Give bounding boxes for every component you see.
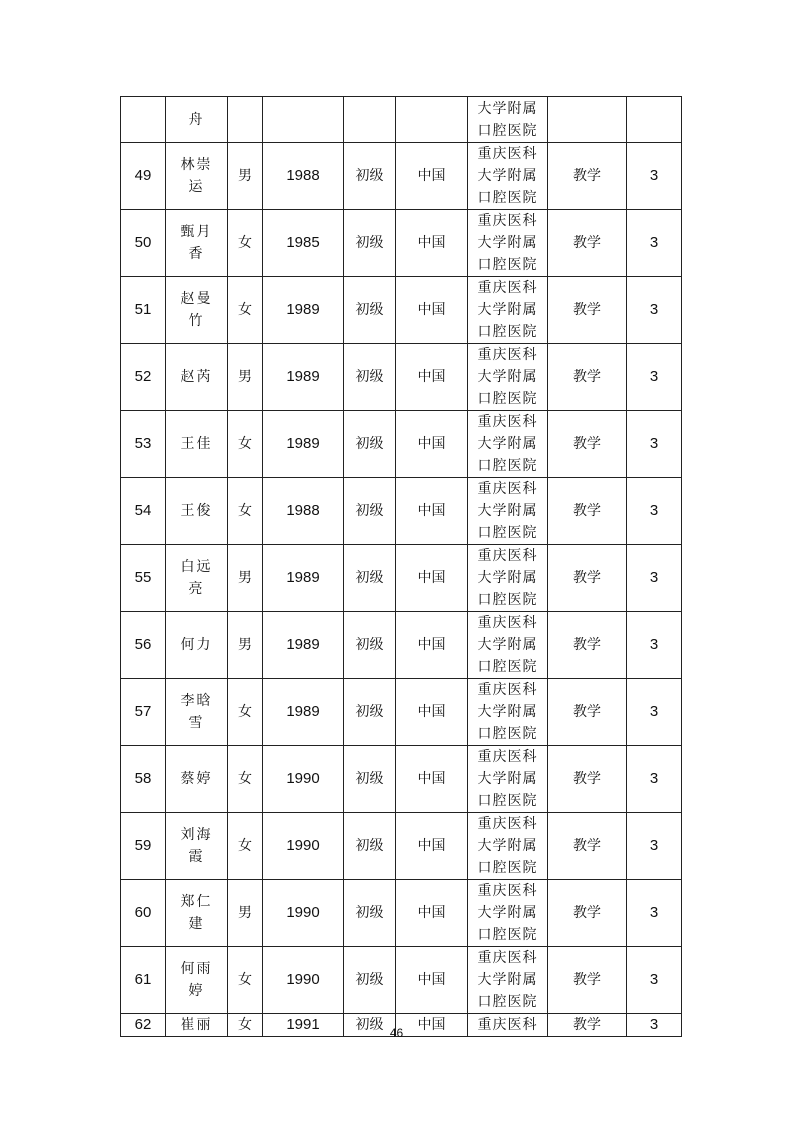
cell-work-text: 教学 (573, 369, 601, 385)
cell-no-text: 51 (134, 301, 152, 318)
cell-sex-text: 男 (238, 369, 252, 385)
cell-work-text: 教学 (573, 168, 601, 184)
cell-no-text: 50 (134, 234, 152, 251)
cell-year (263, 344, 344, 411)
cell-no (121, 545, 166, 612)
cell-sex (228, 210, 263, 277)
cell-work (548, 97, 627, 143)
cell-year (263, 478, 344, 545)
cell-count-text: 3 (649, 1016, 659, 1033)
cell-count (627, 612, 682, 679)
table-row (121, 612, 682, 679)
cell-level (344, 478, 396, 545)
cell-work (548, 612, 627, 679)
cell-name-text: 李晗雪 (180, 693, 213, 731)
cell-name-text: 王佳 (180, 436, 213, 452)
institution-line: 口腔医院 (477, 994, 538, 1010)
cell-no-text: 58 (134, 770, 152, 787)
cell-institution (468, 277, 548, 344)
cell-country-text: 中国 (417, 1017, 446, 1033)
cell-work (548, 411, 627, 478)
table-row (121, 545, 682, 612)
cell-no (121, 612, 166, 679)
table-row-continued (121, 97, 682, 143)
institution-line: 大学附属 (477, 637, 538, 653)
cell-country (396, 612, 468, 679)
institution-line: 大学附属 (477, 100, 538, 117)
cell-institution (468, 411, 548, 478)
cell-no (121, 746, 166, 813)
institution-line: 口腔医院 (477, 458, 538, 474)
cell-year-text: 1990 (286, 904, 320, 921)
cell-institution (468, 679, 548, 746)
cell-work (548, 344, 627, 411)
institution-line: 重庆医科 (477, 481, 538, 497)
cell-country-text: 中国 (417, 905, 446, 921)
cell-count-text: 3 (649, 770, 659, 787)
cell-institution (468, 947, 548, 1014)
cell-count-text: 3 (649, 837, 659, 854)
institution-line: 重庆医科 (477, 615, 538, 631)
institution-line: 口腔医院 (477, 257, 538, 273)
cell-sex (228, 679, 263, 746)
page-number: 46 (389, 1026, 404, 1040)
cell-name (166, 612, 228, 679)
cell-institution (468, 746, 548, 813)
institution-line: 大学附属 (477, 369, 538, 385)
cell-country (396, 277, 468, 344)
cell-name (166, 679, 228, 746)
cell-no-text: 52 (134, 368, 152, 385)
cell-name-text: 王俊 (180, 503, 213, 519)
cell-name (166, 813, 228, 880)
cell-country-text: 中国 (417, 436, 446, 452)
cell-work (548, 679, 627, 746)
table-row (121, 746, 682, 813)
cell-count (627, 97, 682, 143)
cell-country (396, 344, 468, 411)
cell-sex (228, 612, 263, 679)
cell-sex (228, 344, 263, 411)
institution-line: 重庆医科 (477, 883, 538, 899)
table-row (121, 143, 682, 210)
cell-sex-text: 女 (238, 838, 252, 854)
institution-line: 口腔医院 (477, 793, 538, 809)
cell-country (396, 813, 468, 880)
cell-name (166, 277, 228, 344)
cell-year (263, 545, 344, 612)
cell-country (396, 746, 468, 813)
cell-level (344, 97, 396, 143)
cell-year (263, 679, 344, 746)
cell-name (166, 880, 228, 947)
cell-level-text: 初级 (355, 637, 384, 653)
cell-count (627, 947, 682, 1014)
cell-year (263, 97, 344, 143)
cell-country (396, 880, 468, 947)
cell-sex-text: 女 (238, 302, 252, 318)
cell-year (263, 210, 344, 277)
cell-work-text: 教学 (573, 972, 601, 988)
cell-level (344, 813, 396, 880)
cell-level (344, 411, 396, 478)
cell-level-text: 初级 (355, 771, 384, 787)
cell-country-text: 中国 (417, 838, 446, 854)
institution-line: 大学附属 (477, 503, 538, 519)
cell-work-text: 教学 (573, 771, 601, 787)
cell-work-text: 教学 (573, 503, 601, 519)
cell-work-text: 教学 (573, 838, 601, 854)
institution-line: 重庆医科 (477, 1017, 538, 1033)
cell-year (263, 411, 344, 478)
cell-count-text: 3 (649, 904, 659, 921)
institution-line: 大学附属 (477, 771, 538, 787)
institution-line: 口腔医院 (477, 659, 538, 675)
cell-country-text: 中国 (417, 972, 446, 988)
institution-line: 大学附属 (477, 168, 538, 184)
cell-sex-text: 男 (238, 905, 252, 921)
table-row (121, 210, 682, 277)
cell-level (344, 143, 396, 210)
cell-count (627, 277, 682, 344)
cell-name-text: 崔丽 (180, 1017, 213, 1033)
cell-institution (468, 612, 548, 679)
cell-sex-text: 女 (238, 503, 252, 519)
cell-level-text: 初级 (355, 838, 384, 854)
cell-name (166, 97, 228, 143)
cell-year-text: 1988 (286, 502, 320, 519)
cell-name (166, 344, 228, 411)
cell-no-text: 60 (134, 904, 152, 921)
cell-no-text: 53 (134, 435, 152, 452)
cell-sex-text: 女 (238, 972, 252, 988)
cell-level (344, 210, 396, 277)
cell-institution (468, 344, 548, 411)
institution-line: 重庆医科 (477, 146, 538, 162)
cell-year-text: 1989 (286, 368, 320, 385)
cell-country-text: 中国 (417, 369, 446, 385)
cell-country (396, 97, 468, 143)
cell-sex-text: 女 (238, 771, 252, 787)
cell-country-text: 中国 (417, 771, 446, 787)
cell-year (263, 947, 344, 1014)
cell-name (166, 746, 228, 813)
staff-table (120, 96, 682, 1037)
cell-count-text: 3 (649, 971, 659, 988)
table-row (121, 277, 682, 344)
cell-work (548, 947, 627, 1014)
institution-line: 大学附属 (477, 570, 538, 586)
cell-count-text: 3 (649, 167, 659, 184)
cell-year (263, 612, 344, 679)
cell-work-text: 教学 (573, 436, 601, 452)
institution-line: 重庆医科 (477, 213, 538, 229)
cell-year-text: 1990 (286, 837, 320, 854)
cell-no (121, 813, 166, 880)
cell-sex-text: 女 (238, 704, 252, 720)
institution-line: 重庆医科 (477, 816, 538, 832)
institution-line: 口腔医院 (477, 927, 538, 943)
cell-year (263, 277, 344, 344)
institution-line: 大学附属 (477, 972, 538, 988)
cell-level-text: 初级 (355, 503, 384, 519)
cell-institution (468, 813, 548, 880)
cell-work-text: 教学 (573, 637, 601, 653)
cell-no (121, 344, 166, 411)
cell-sex (228, 411, 263, 478)
cell-no-text: 59 (134, 837, 152, 854)
cell-no (121, 947, 166, 1014)
cell-sex (228, 545, 263, 612)
cell-sex-text: 男 (238, 168, 252, 184)
cell-no (121, 97, 166, 143)
cell-count-text: 3 (649, 435, 659, 452)
cell-level-text: 初级 (355, 302, 384, 318)
cell-count-text: 3 (649, 569, 659, 586)
cell-institution (468, 143, 548, 210)
cell-no (121, 210, 166, 277)
cell-year-text: 1988 (286, 167, 320, 184)
cell-count (627, 545, 682, 612)
cell-year-text: 1985 (286, 234, 320, 251)
cell-institution (468, 97, 548, 143)
name-text: 舟 (188, 111, 205, 128)
cell-level-text: 初级 (355, 704, 384, 720)
cell-sex-text: 女 (238, 235, 252, 251)
institution-line: 口腔医院 (477, 726, 538, 742)
institution-line: 重庆医科 (477, 749, 538, 765)
cell-work-text: 教学 (573, 1017, 601, 1033)
cell-name-text: 林崇运 (180, 157, 213, 195)
cell-name (166, 545, 228, 612)
institution-line: 口腔医院 (477, 592, 538, 608)
table-row (121, 880, 682, 947)
cell-count-text: 3 (649, 636, 659, 653)
cell-level (344, 880, 396, 947)
cell-no (121, 880, 166, 947)
cell-work-text: 教学 (573, 905, 601, 921)
cell-country-text: 中国 (417, 704, 446, 720)
cell-year-text: 1990 (286, 971, 320, 988)
cell-year-text: 1989 (286, 569, 320, 586)
cell-level-text: 初级 (355, 436, 384, 452)
cell-no-text: 54 (134, 502, 152, 519)
cell-name (166, 143, 228, 210)
cell-work (548, 143, 627, 210)
cell-level (344, 545, 396, 612)
cell-count (627, 880, 682, 947)
institution-line: 口腔医院 (477, 190, 538, 206)
cell-name-text: 刘海霞 (180, 827, 213, 865)
cell-work (548, 478, 627, 545)
cell-level (344, 277, 396, 344)
cell-country-text: 中国 (417, 503, 446, 519)
cell-no-text: 61 (134, 971, 152, 988)
cell-work (548, 813, 627, 880)
cell-sex (228, 947, 263, 1014)
cell-year-text: 1990 (286, 770, 320, 787)
cell-sex-text: 男 (238, 637, 252, 653)
cell-count-text: 3 (649, 301, 659, 318)
cell-institution (468, 478, 548, 545)
cell-level-text: 初级 (355, 905, 384, 921)
cell-year-text: 1989 (286, 435, 320, 452)
cell-level-text: 初级 (355, 235, 384, 251)
cell-work-text: 教学 (573, 302, 601, 318)
cell-name-text: 赵曼竹 (180, 291, 213, 329)
table-row (121, 411, 682, 478)
institution-line: 重庆医科 (477, 414, 538, 430)
cell-country (396, 679, 468, 746)
institution-line: 重庆医科 (477, 950, 538, 966)
cell-level-text: 初级 (355, 1017, 384, 1033)
institution-line: 大学附属 (477, 704, 538, 720)
cell-institution (468, 880, 548, 947)
cell-count (627, 679, 682, 746)
cell-year-text: 1989 (286, 636, 320, 653)
cell-count-text: 3 (649, 234, 659, 251)
cell-country (396, 210, 468, 277)
cell-work-text: 教学 (573, 235, 601, 251)
cell-level (344, 679, 396, 746)
cell-name-text: 甄月香 (180, 224, 213, 262)
cell-work (548, 545, 627, 612)
cell-name-text: 蔡婷 (180, 771, 213, 787)
cell-sex (228, 746, 263, 813)
institution-line: 口腔医院 (477, 122, 538, 139)
cell-sex-text: 女 (238, 1017, 252, 1033)
cell-no-text: 57 (134, 703, 152, 720)
cell-name-text: 何力 (180, 637, 213, 653)
cell-year (263, 746, 344, 813)
cell-year-text: 1989 (286, 301, 320, 318)
cell-country (396, 545, 468, 612)
cell-work-text: 教学 (573, 570, 601, 586)
cell-count (627, 478, 682, 545)
cell-count (627, 746, 682, 813)
cell-work (548, 746, 627, 813)
cell-name (166, 210, 228, 277)
cell-no (121, 143, 166, 210)
table-row (121, 813, 682, 880)
cell-count (627, 411, 682, 478)
table-body (121, 97, 682, 1037)
cell-name (166, 947, 228, 1014)
cell-country-text: 中国 (417, 637, 446, 653)
cell-institution (468, 545, 548, 612)
table-row (121, 478, 682, 545)
table-row (121, 947, 682, 1014)
cell-count (627, 143, 682, 210)
cell-count (627, 813, 682, 880)
institution-line: 大学附属 (477, 436, 538, 452)
cell-year (263, 143, 344, 210)
cell-level (344, 947, 396, 1014)
cell-country-text: 中国 (417, 302, 446, 318)
cell-sex-text: 男 (238, 570, 252, 586)
cell-country (396, 947, 468, 1014)
cell-level (344, 344, 396, 411)
cell-work (548, 277, 627, 344)
institution-line: 大学附属 (477, 235, 538, 251)
cell-name-text: 郑仁建 (180, 894, 213, 932)
cell-country-text: 中国 (417, 570, 446, 586)
institution-line: 重庆医科 (477, 682, 538, 698)
cell-level (344, 612, 396, 679)
cell-work (548, 210, 627, 277)
cell-work (548, 880, 627, 947)
cell-no (121, 277, 166, 344)
cell-year-text: 1991 (286, 1016, 320, 1033)
cell-year-text: 1989 (286, 703, 320, 720)
cell-year (263, 813, 344, 880)
cell-work-text: 教学 (573, 704, 601, 720)
institution-line: 口腔医院 (477, 391, 538, 407)
cell-country (396, 411, 468, 478)
cell-sex (228, 277, 263, 344)
cell-count-text: 3 (649, 703, 659, 720)
cell-name (166, 411, 228, 478)
institution-line: 大学附属 (477, 838, 538, 854)
institution-line: 重庆医科 (477, 548, 538, 564)
institution-line: 重庆医科 (477, 280, 538, 296)
institution-line: 口腔医院 (477, 324, 538, 340)
cell-no (121, 478, 166, 545)
cell-sex (228, 478, 263, 545)
cell-country-text: 中国 (417, 168, 446, 184)
cell-level-text: 初级 (355, 570, 384, 586)
cell-country (396, 478, 468, 545)
cell-sex-text: 女 (238, 436, 252, 452)
cell-year (263, 880, 344, 947)
cell-no (121, 679, 166, 746)
table-row (121, 679, 682, 746)
institution-line: 口腔医院 (477, 525, 538, 541)
cell-sex (228, 143, 263, 210)
cell-country (396, 143, 468, 210)
cell-name-text: 赵芮 (180, 369, 213, 385)
cell-level (344, 746, 396, 813)
cell-sex (228, 880, 263, 947)
cell-count-text: 3 (649, 368, 659, 385)
cell-name (166, 478, 228, 545)
cell-level-text: 初级 (355, 369, 384, 385)
cell-level-text: 初级 (355, 168, 384, 184)
cell-sex (228, 97, 263, 143)
cell-count (627, 210, 682, 277)
cell-no-text: 55 (134, 569, 152, 586)
cell-count (627, 344, 682, 411)
cell-name-text: 白远亮 (180, 559, 213, 597)
cell-name-text: 何雨婷 (180, 961, 213, 999)
cell-no-text: 49 (134, 167, 152, 184)
cell-sex (228, 813, 263, 880)
cell-institution (468, 210, 548, 277)
cell-level-text: 初级 (355, 972, 384, 988)
table-row (121, 344, 682, 411)
cell-no-text: 62 (134, 1016, 152, 1033)
cell-country-text: 中国 (417, 235, 446, 251)
cell-no-text: 56 (134, 636, 152, 653)
institution-line: 重庆医科 (477, 347, 538, 363)
institution-line: 大学附属 (477, 302, 538, 318)
institution-line: 口腔医院 (477, 860, 538, 876)
institution-line: 大学附属 (477, 905, 538, 921)
cell-no (121, 411, 166, 478)
cell-count-text: 3 (649, 502, 659, 519)
